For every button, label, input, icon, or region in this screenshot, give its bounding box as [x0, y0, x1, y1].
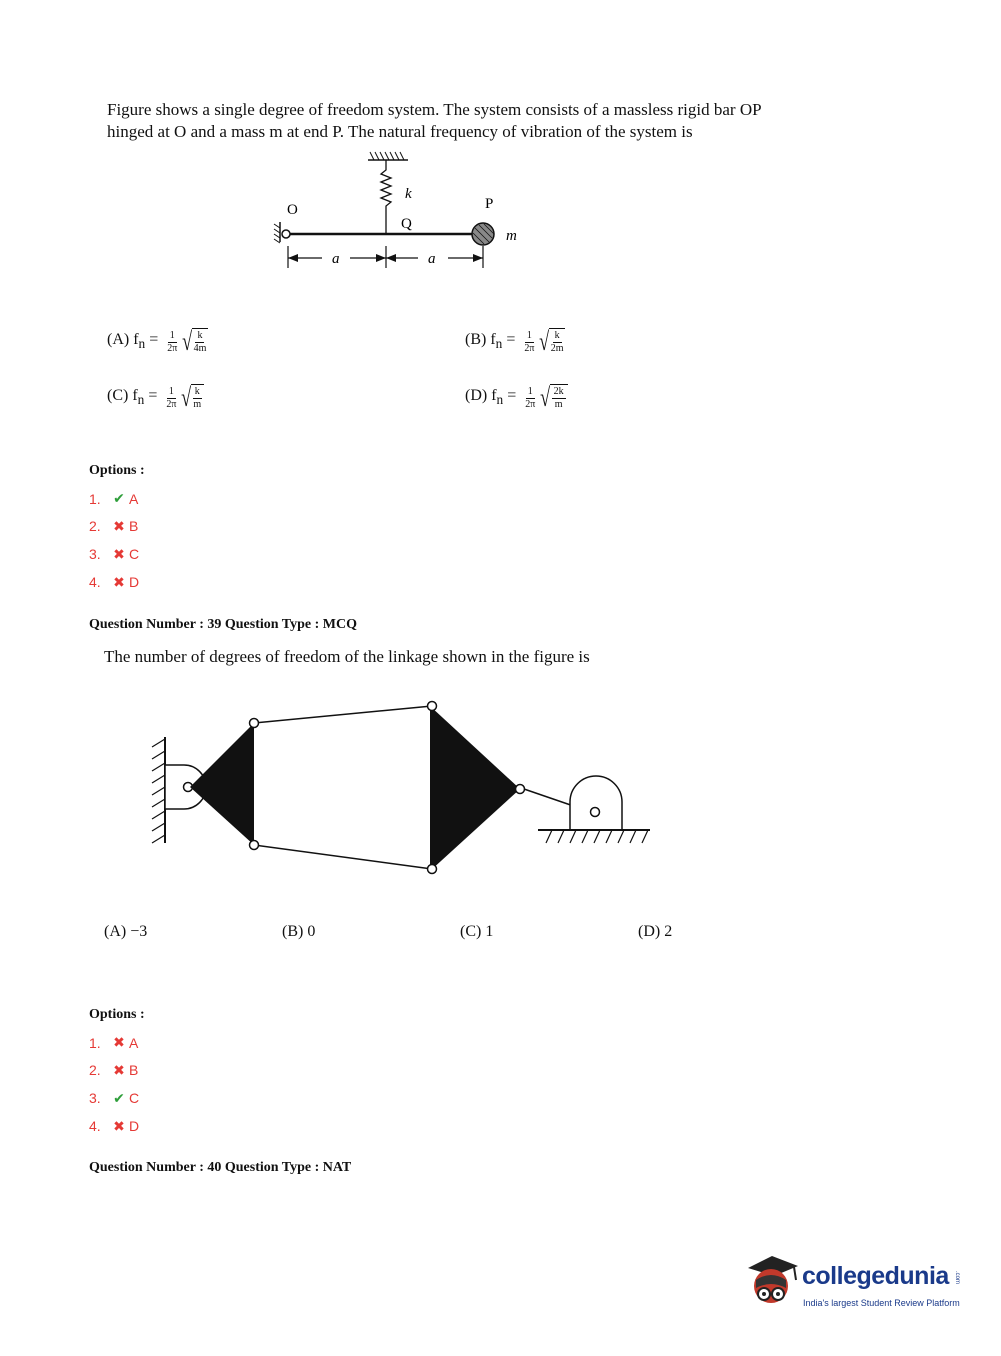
check-icon: ✔	[113, 490, 125, 506]
cross-icon: ✖	[113, 1061, 125, 1078]
q38-options-title: Options :	[89, 463, 145, 478]
q39-choice-b: (B) 0	[282, 923, 316, 940]
q39-choice-d: (D) 2	[638, 923, 673, 940]
q38-option-3[interactable]: 3. ✖ C	[89, 545, 140, 562]
q39-option-3[interactable]: 3. ✔ C	[89, 1089, 140, 1106]
point-p-label: P	[485, 196, 494, 212]
q39-option-4[interactable]: 4. ✖ D	[89, 1117, 140, 1134]
brand-name: collegedunia	[802, 1262, 949, 1290]
mascot-icon	[742, 1250, 802, 1315]
q39-options-title: Options :	[89, 1007, 145, 1022]
cross-icon: ✖	[113, 573, 125, 590]
brand-tagline: India's largest Student Review Platform	[803, 1298, 960, 1308]
point-o-label: O	[287, 202, 298, 218]
q39-option-2[interactable]: 2. ✖ B	[89, 1061, 139, 1078]
q38-choice-a: (A) $f_n$ = $\frac{1}{2\pi}$ √ k 4m	[107, 327, 207, 356]
dimension-a2-label: a	[428, 251, 436, 267]
q39-text: The number of degrees of freedom of the linkage shown in the figure is	[104, 647, 590, 666]
q38-option-4[interactable]: 4. ✖ D	[89, 573, 140, 590]
q38-options-list	[89, 485, 139, 596]
q39-choice-c: (C) 1	[460, 923, 494, 940]
cross-icon: ✖	[113, 1117, 125, 1134]
q38-choice-b: (B) $f_n$ = $\frac{1}{2\pi}$ √ k 2m	[465, 327, 564, 356]
mass-m-label: m	[506, 228, 517, 244]
q38-option-2[interactable]: 2. ✖ B	[89, 517, 139, 534]
q39-choice-a: (A) −3	[104, 923, 148, 940]
q40-meta: Question Number : 40 Question Type : NAT	[89, 1160, 352, 1175]
spring-k-label: k	[405, 186, 412, 202]
q38-text-line2: hinged at O and a mass m at end P. The natural frequency of vibration of the system is	[107, 122, 693, 141]
q38-option-1[interactable]: 1. ✔ A	[89, 490, 139, 507]
q38-text	[107, 99, 762, 143]
point-q-label: Q	[401, 216, 412, 232]
q39-options-list	[89, 1029, 139, 1140]
brand-suffix: .com	[954, 1271, 960, 1285]
q39-option-1[interactable]: 1. ✖ A	[89, 1034, 139, 1051]
q38-text-line1: Figure shows a single degree of freedom system. The system consists of a massless rigid bar OP	[107, 100, 762, 119]
check-icon: ✔	[113, 1089, 125, 1106]
linkage-figure	[140, 695, 660, 885]
brand-logo[interactable]	[742, 1250, 977, 1320]
dimension-a1-label: a	[332, 251, 340, 267]
cross-icon: ✖	[113, 545, 125, 562]
q38-choice-c: (C) $f_n$ = $\frac{1}{2\pi}$ √ k m	[107, 384, 204, 412]
cross-icon: ✖	[113, 517, 125, 534]
q39-meta: Question Number : 39 Question Type : MCQ	[89, 617, 357, 632]
cross-icon: ✖	[113, 1034, 125, 1050]
sdof-figure	[270, 150, 530, 275]
q38-choice-d: (D) $f_n$ = $\frac{1}{2\pi}$ √ 2k m	[465, 384, 568, 412]
